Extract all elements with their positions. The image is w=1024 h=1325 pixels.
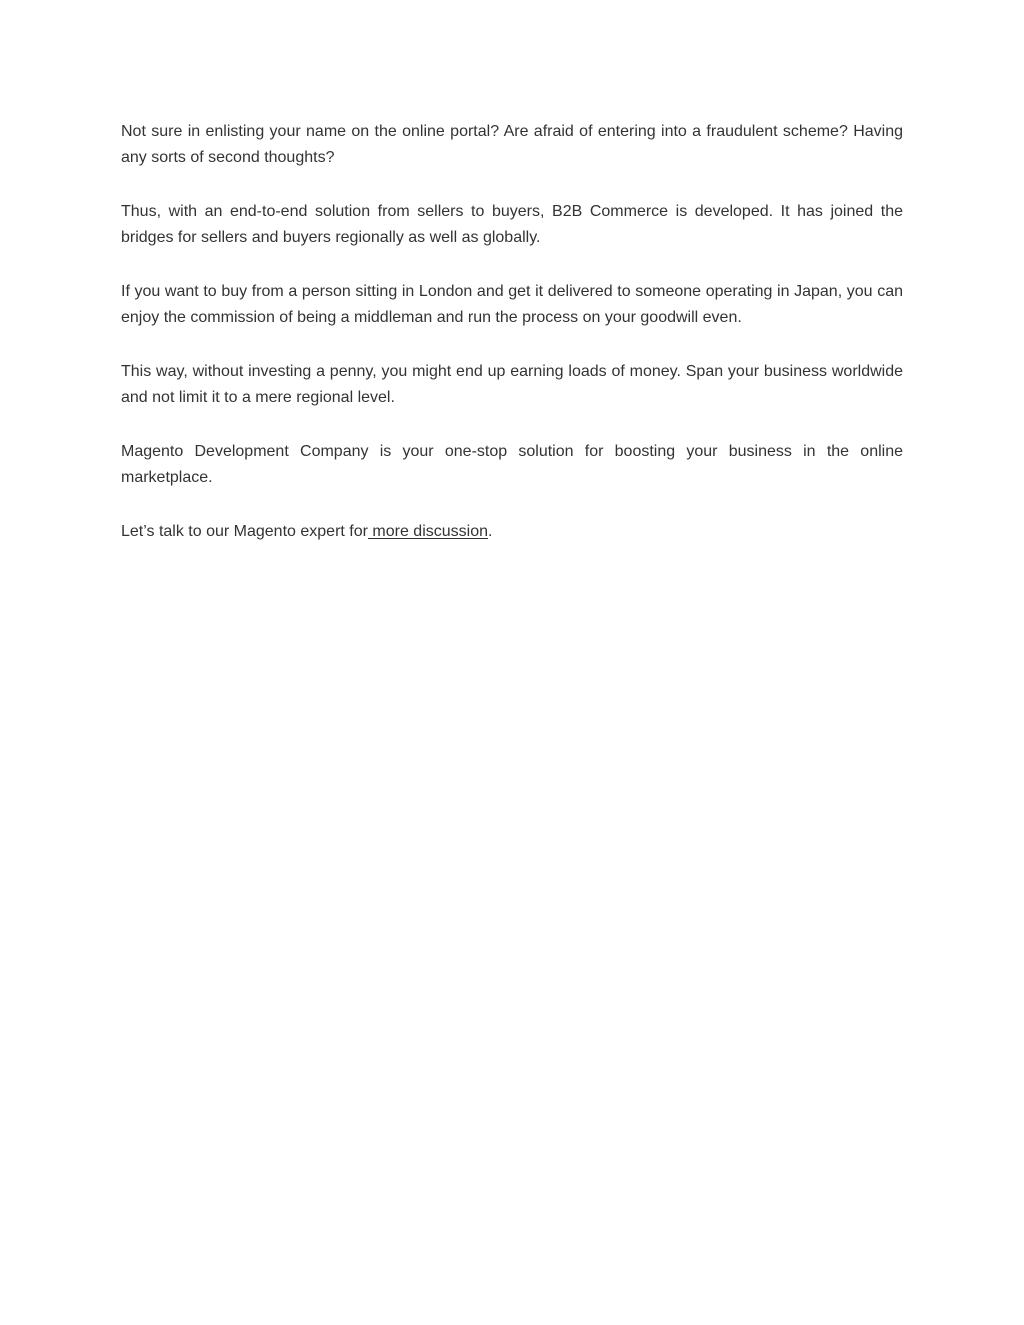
closing-prefix: Let’s talk to our Magento expert for — [121, 523, 368, 540]
closing-suffix: . — [488, 523, 493, 540]
paragraph-magento-company: Magento Development Company is your one-stop solution for boosting your business in the online marketplace. — [121, 443, 903, 486]
closing-paragraph — [121, 519, 903, 545]
paragraph-earning: This way, without investing a penny, you might end up earning loads of money. Span your business worldwide and not limit it to a mere regional level. — [121, 363, 903, 406]
more-discussion-link[interactable]: more discussion — [367, 523, 488, 540]
paragraph-portal-doubts: Not sure in enlisting your name on the online portal? Are afraid of entering into a fraudulent scheme? Having any sorts of second thoughts? — [121, 123, 903, 166]
paragraph-b2b-commerce: Thus, with an end-to-end solution from sellers to buyers, B2B Commerce is developed. It has joined the bridges for sellers and buyers regionally as well as globally. — [121, 203, 903, 246]
document-body — [121, 119, 903, 545]
paragraph-middleman: If you want to buy from a person sitting in London and get it delivered to someone operating in Japan, you can enjoy the commission of being a middleman and run the process on your goodwill even. — [121, 283, 903, 326]
